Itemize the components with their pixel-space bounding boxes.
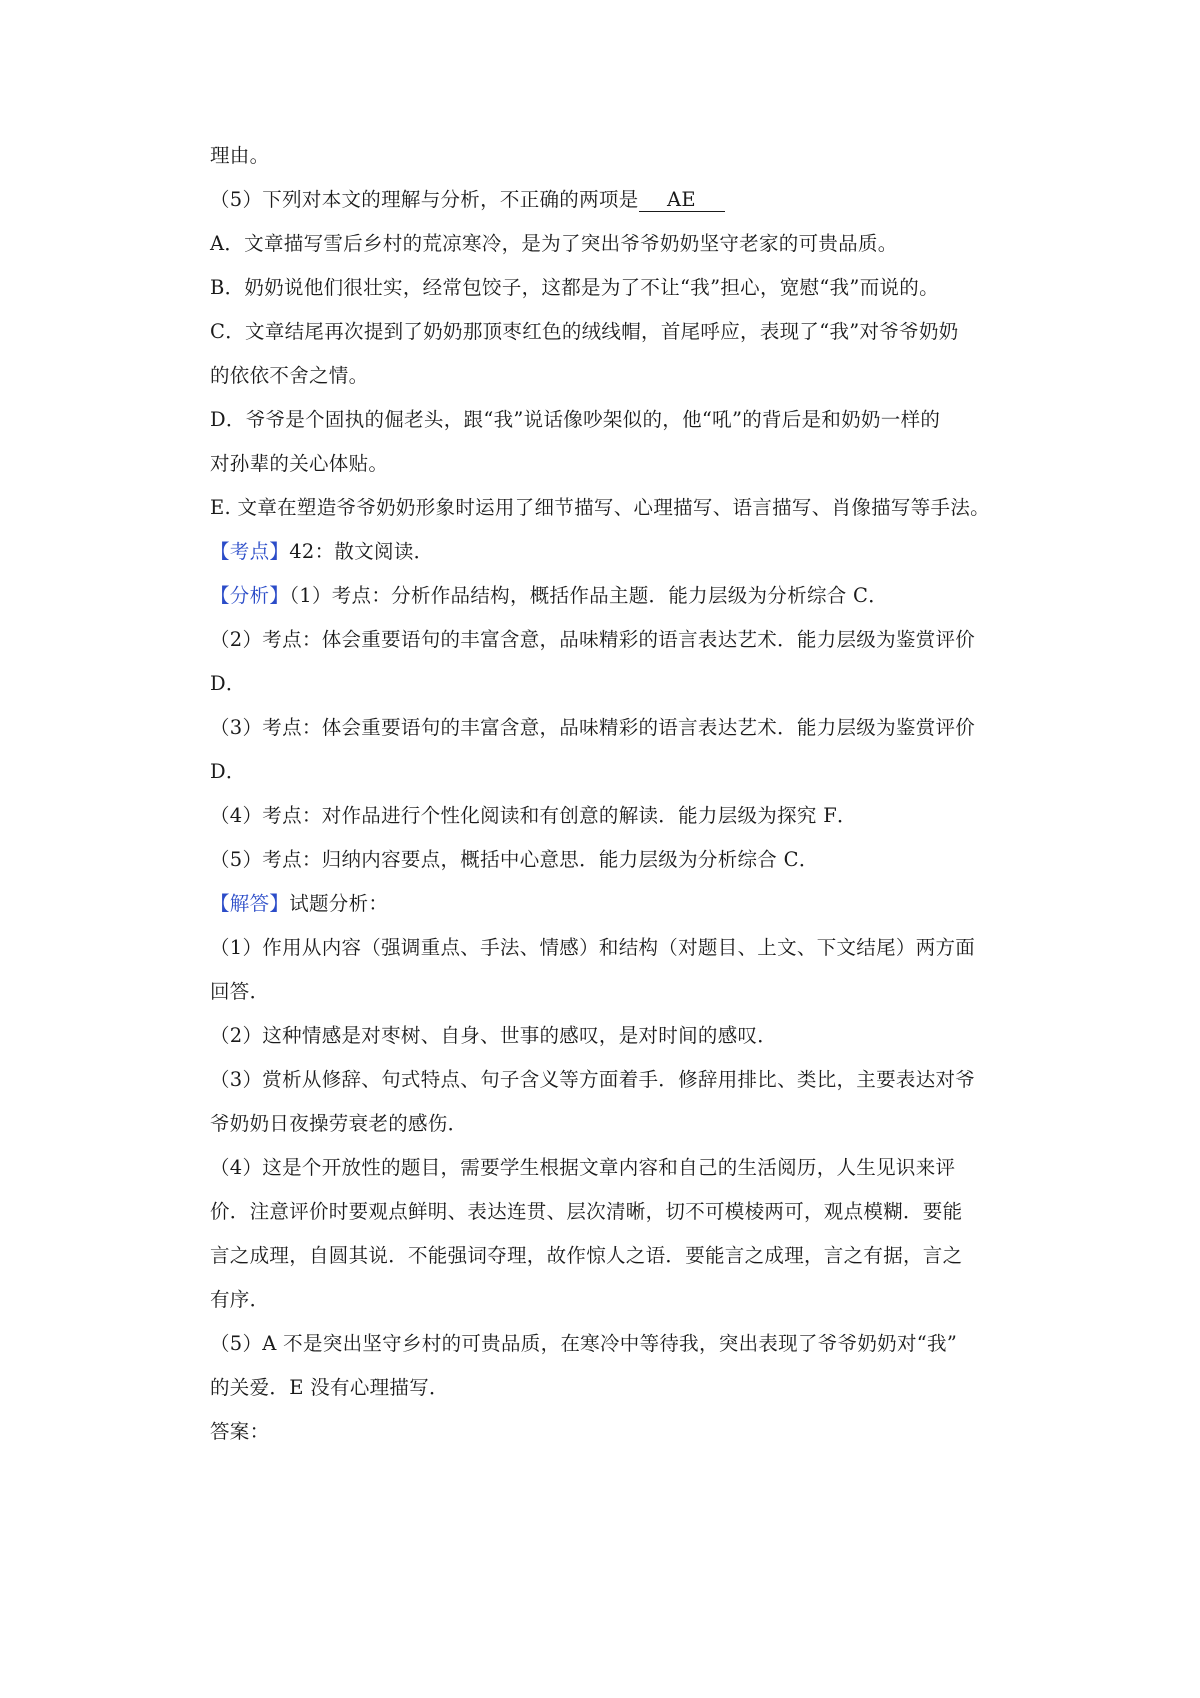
option-e: E. 文章在塑造爷爷奶奶形象时运用了细节描写、心理描写、语言描写、肖像描写等手法。 [210, 496, 990, 519]
fenxi-line-2a: （2）考点：体会重要语句的丰富含意，品味精彩的语言表达艺术．能力层级为鉴赏评价 [210, 628, 976, 651]
answer-label: 答案： [210, 1420, 270, 1443]
jieda-p2: （2）这种情感是对枣树、自身、世事的感叹，是对时间的感叹． [210, 1024, 778, 1047]
jieda-p4c: 言之成理，自圆其说．不能强词夺理，故作惊人之语．要能言之成理，言之有据，言之 [210, 1244, 963, 1267]
jieda-p3a: （3）赏析从修辞、句式特点、句子含义等方面着手．修辞用排比、类比，主要表达对爷 [210, 1068, 976, 1091]
fenxi-text-1: （1）考点：分析作品结构，概括作品主题．能力层级为分析综合 C． [289, 584, 889, 607]
fenxi-line-3a: （3）考点：体会重要语句的丰富含意，品味精彩的语言表达艺术．能力层级为鉴赏评价 [210, 716, 976, 739]
jieda-line [210, 890, 1030, 918]
kaodian-text: 42：散文阅读． [289, 540, 434, 563]
question-tail: 理由。 [210, 144, 270, 167]
option-a: A．文章描写雪后乡村的荒凉寒冷，是为了突出爷爷奶奶坚守老家的可贵品质。 [210, 232, 898, 255]
option-d-line-2: 对孙辈的关心体贴。 [210, 452, 389, 475]
q5-prompt: （5）下列对本文的理解与分析，不正确的两项是 [210, 188, 639, 211]
jieda-p5a: （5）A 不是突出坚守乡村的可贵品质，在寒冷中等待我，突出表现了爷爷奶奶对“我” [210, 1332, 958, 1355]
jieda-p1b: 回答． [210, 980, 270, 1003]
option-c-line-2: 的依依不舍之情。 [210, 364, 369, 387]
jieda-p4a: （4）这是个开放性的题目，需要学生根据文章内容和自己的生活阅历，人生见识来评 [210, 1156, 956, 1179]
fenxi-line-4: （4）考点：对作品进行个性化阅读和有创意的解读．能力层级为探究 F． [210, 804, 857, 827]
kaodian-line [210, 538, 1030, 566]
fenxi-tag: 【分析】 [210, 584, 290, 607]
q5-prompt-line [210, 186, 1030, 214]
jieda-intro: 试题分析： [289, 892, 389, 915]
jieda-p3b: 爷奶奶日夜操劳衰老的感伤． [210, 1112, 468, 1135]
fenxi-line-3b: D． [210, 760, 246, 783]
option-c-line-1: C．文章结尾再次提到了奶奶那顶枣红色的绒线帽，首尾呼应，表现了“我”对爷爷奶奶 [210, 320, 959, 343]
jieda-tag: 【解答】 [210, 892, 290, 915]
fenxi-line-1 [210, 582, 1030, 610]
option-b: B．奶奶说他们很壮实，经常包饺子，这都是为了不让“我”担心，宽慰“我”而说的。 [210, 276, 939, 299]
jieda-p1a: （1）作用从内容（强调重点、手法、情感）和结构（对题目、上文、下文结尾）两方面 [210, 936, 976, 959]
jieda-p4b: 价．注意评价时要观点鲜明、表达连贯、层次清晰，切不可模棱两可，观点模糊．要能 [210, 1200, 963, 1223]
q5-answer-blank: AE [639, 189, 725, 212]
option-d-line-1: D．爷爷是个固执的倔老头，跟“我”说话像吵架似的，他“吼”的背后是和奶奶一样的 [210, 408, 941, 431]
fenxi-line-5: （5）考点：归纳内容要点，概括中心意思．能力层级为分析综合 C． [210, 848, 819, 871]
jieda-p4d: 有序． [210, 1288, 270, 1311]
kaodian-tag: 【考点】 [210, 540, 290, 563]
jieda-p5b: 的关爱．E 没有心理描写． [210, 1376, 449, 1399]
fenxi-line-2b: D． [210, 672, 246, 695]
